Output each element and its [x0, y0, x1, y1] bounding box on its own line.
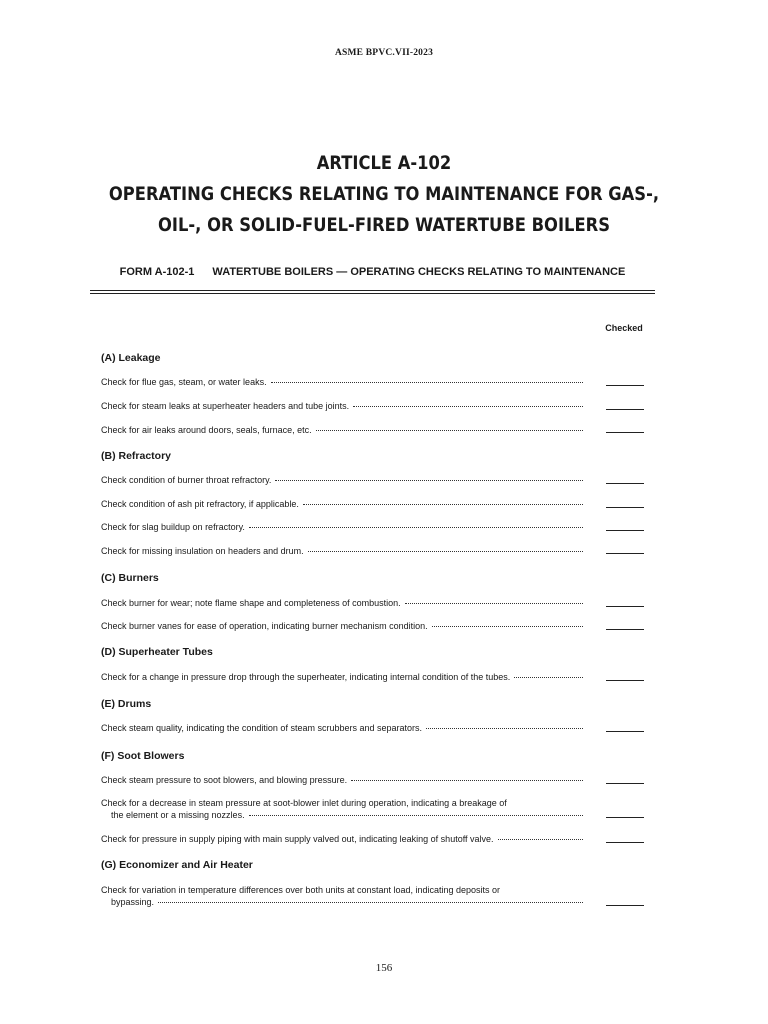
page-number: 156 [375, 962, 393, 974]
checked-blank[interactable] [606, 629, 644, 630]
check-item: Check for steam leaks at superheater headers and tube joints. [101, 400, 583, 412]
dot-leader [275, 480, 583, 481]
dot-leader [405, 603, 583, 604]
check-item: Check for missing insulation on headers and drum. [101, 545, 583, 557]
checked-blank[interactable] [606, 842, 644, 843]
checked-blank[interactable] [606, 483, 644, 484]
check-item: Check for air leaks around doors, seals, furnace, etc. [101, 424, 583, 436]
check-item: Check for pressure in supply piping with main supply valved out, indicating leaking of shutoff valve. [101, 833, 583, 845]
section-heading-economizer-air-heater: (G) Economizer and Air Heater [101, 859, 253, 871]
check-item: Check for a decrease in steam pressure at soot-blower inlet during operation, indicating a breakage of the element or a missing nozzles. [101, 797, 583, 821]
form-title: WATERTUBE BOILERS — OPERATING CHECKS RELATING TO MAINTENANCE [212, 266, 626, 278]
checked-blank[interactable] [606, 530, 644, 531]
checked-blank[interactable] [606, 606, 644, 607]
form-caption [90, 266, 655, 278]
dot-leader [308, 551, 583, 552]
section-heading-drums: (E) Drums [101, 698, 152, 710]
checked-blank[interactable] [606, 783, 644, 784]
running-head: ASME BPVC.VII-2023 [334, 48, 434, 58]
check-item: Check condition of burner throat refractory. [101, 474, 583, 486]
checked-blank[interactable] [606, 432, 644, 433]
checked-column-header: Checked [605, 323, 643, 333]
section-heading-soot-blowers: (F) Soot Blowers [101, 750, 185, 762]
checked-blank[interactable] [606, 817, 644, 818]
check-item: Check for a change in pressure drop through the superheater, indicating internal condition of the tubes. [101, 671, 583, 683]
dot-leader [432, 626, 583, 627]
checked-blank[interactable] [606, 731, 644, 732]
dot-leader [514, 677, 583, 678]
check-item: Check condition of ash pit refractory, if applicable. [101, 498, 583, 510]
check-item: Check for variation in temperature differences over both units at constant load, indicating deposits or bypassing. [101, 884, 583, 908]
checked-blank[interactable] [606, 553, 644, 554]
dot-leader [351, 780, 583, 781]
article-title-line-2: OIL-, OR SOLID-FUEL-FIRED WATERTUBE BOILERS [158, 214, 610, 236]
dot-leader [498, 839, 583, 840]
checked-blank[interactable] [606, 680, 644, 681]
dot-leader [249, 815, 583, 816]
dot-leader [158, 902, 583, 903]
check-item: Check burner vanes for ease of operation, indicating burner mechanism condition. [101, 620, 583, 632]
dot-leader [271, 382, 583, 383]
check-item: Check burner for wear; note flame shape and completeness of combustion. [101, 597, 583, 609]
article-title [88, 148, 680, 241]
section-heading-superheater-tubes: (D) Superheater Tubes [101, 646, 213, 658]
article-number: ARTICLE A-102 [316, 152, 452, 174]
double-rule-divider [90, 290, 655, 294]
section-heading-burners: (C) Burners [101, 572, 159, 584]
check-item: Check for slag buildup on refractory. [101, 521, 583, 533]
dot-leader [426, 728, 583, 729]
check-item: Check steam pressure to soot blowers, and blowing pressure. [101, 774, 583, 786]
checked-blank[interactable] [606, 905, 644, 906]
check-item: Check for flue gas, steam, or water leaks. [101, 376, 583, 388]
section-heading-leakage: (A) Leakage [101, 352, 161, 364]
article-title-line-1: OPERATING CHECKS RELATING TO MAINTENANCE FOR GAS-, [108, 183, 660, 205]
checked-blank[interactable] [606, 507, 644, 508]
checked-blank[interactable] [606, 385, 644, 386]
dot-leader [353, 406, 583, 407]
dot-leader [249, 527, 583, 528]
section-heading-refractory: (B) Refractory [101, 450, 172, 462]
checked-blank[interactable] [606, 409, 644, 410]
check-item: Check steam quality, indicating the condition of steam scrubbers and separators. [101, 722, 583, 734]
form-number: FORM A-102-1 [119, 266, 195, 278]
dot-leader [303, 504, 583, 505]
dot-leader [316, 430, 583, 431]
